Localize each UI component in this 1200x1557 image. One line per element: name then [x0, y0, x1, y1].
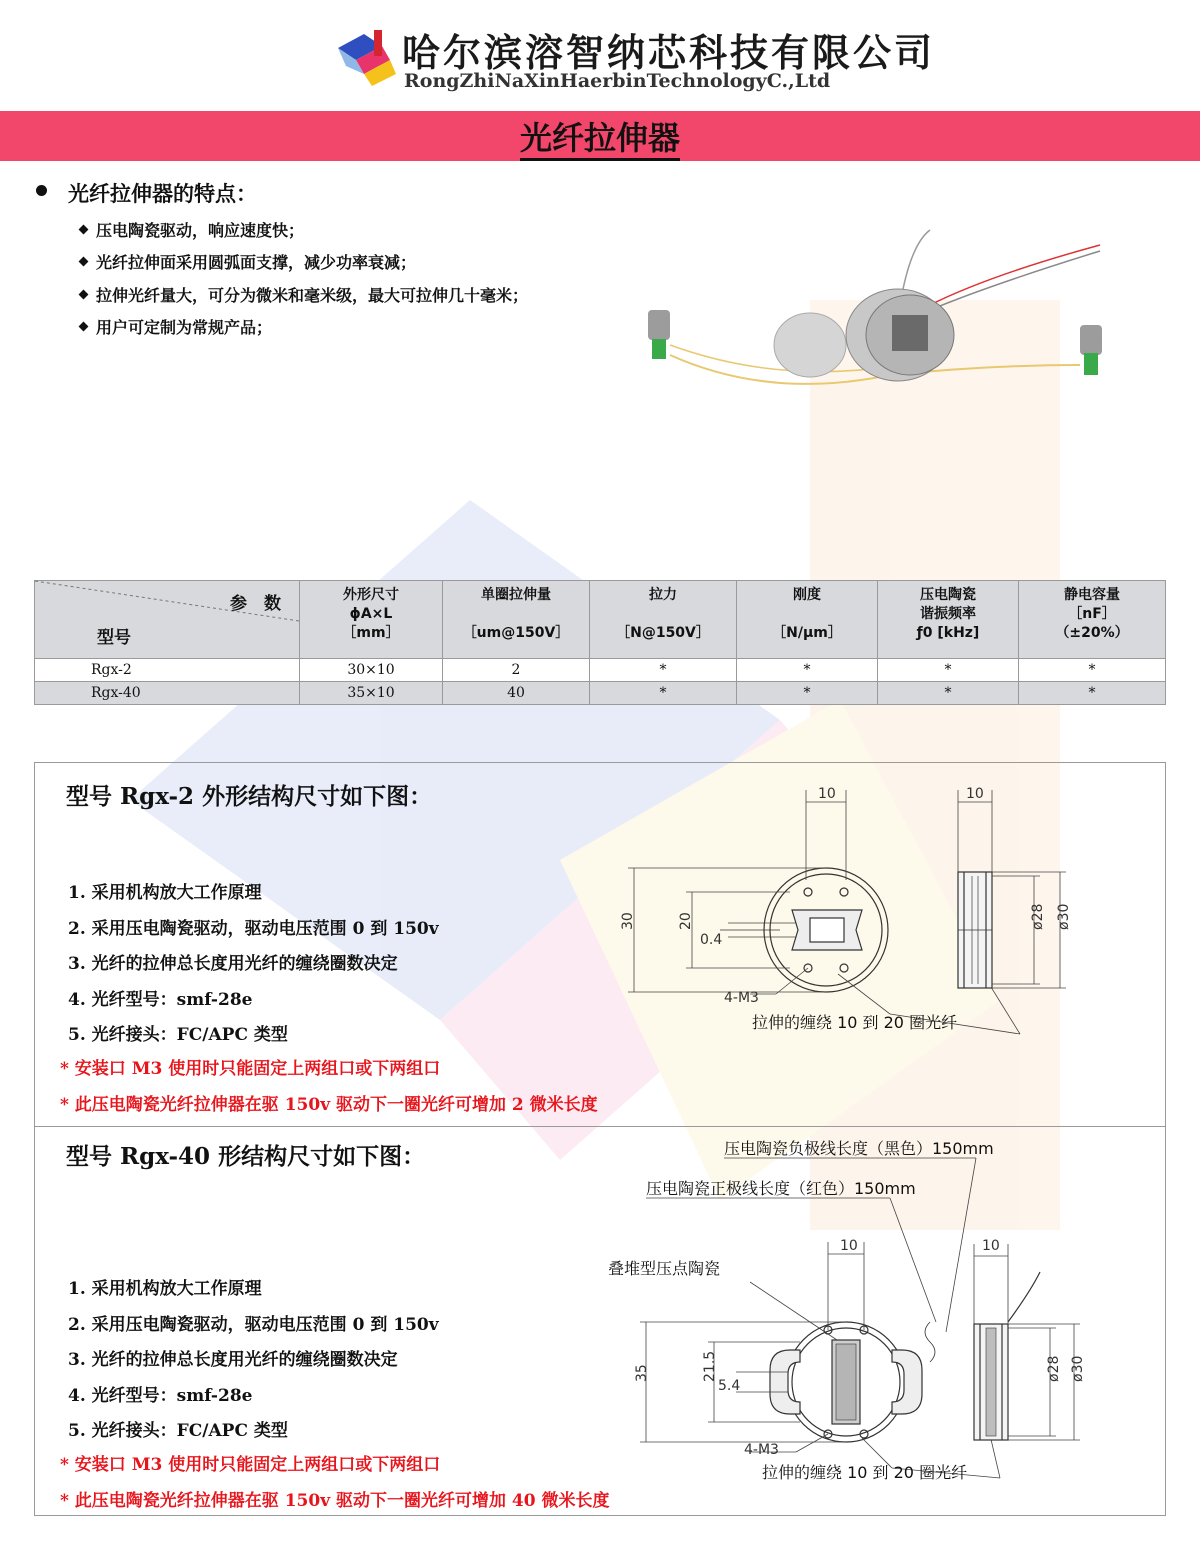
table-cell: 40 [443, 682, 590, 705]
rgx40-dim-d30: ø30 [1070, 1355, 1086, 1382]
rgx40-spec-line: 5. 光纤接头：FC/APC 类型 [68, 1421, 288, 1441]
rgx40-note: * 此压电陶瓷光纤拉伸器在驱 150v 驱动下一圈光纤可增加 40 微米长度 [60, 1491, 610, 1511]
rgx2-drawing [600, 780, 1080, 1040]
table-cell: 2 [443, 659, 590, 682]
table-cell: * [590, 659, 737, 682]
header-cell: 静电容量 ［nF］ （±20%） [1019, 581, 1166, 659]
rgx40-drawing [600, 1132, 1086, 1494]
rgx2-spec-line: 2. 采用压电陶瓷驱动，驱动电压范围 0 到 150v [68, 919, 439, 939]
company-name-en: RongZhiNaXinHaerbinTechnologyC.,Ltd [404, 70, 831, 92]
rgx40-dim-height: 35 [634, 1364, 650, 1382]
table-cell: Rgx-2 [35, 659, 300, 682]
table-cell: * [878, 659, 1019, 682]
product-photo [630, 215, 1110, 415]
rgx40-dim-top-front: 10 [840, 1238, 858, 1254]
rgx2-spec-line: 1. 采用机构放大工作原理 [68, 883, 262, 903]
header-cell: 外形尺寸 ϕA×L ［mm］ [300, 581, 443, 659]
header-cell: 压电陶瓷 谐振频率 ƒ0 [kHz] [878, 581, 1019, 659]
rgx2-dim-height: 30 [620, 912, 636, 930]
rgx2-section-title: 型号 Rgx-2 外形结构尺寸如下图： [66, 783, 433, 810]
rgx2-dim-top-side: 10 [966, 786, 984, 802]
table-cell: * [737, 682, 878, 705]
table-corner-cell [35, 581, 300, 659]
corner-top-label: 参 数 [230, 594, 281, 614]
rgx40-pos-lead-label: 压电陶瓷正极线长度（红色）150mm [646, 1179, 916, 1198]
diamond-bullet-icon [79, 290, 89, 300]
page-title-text: 光纤拉伸器 [520, 119, 680, 161]
rgx40-dim-d28: ø28 [1046, 1355, 1062, 1382]
rgx2-dim-inner: 20 [678, 912, 694, 930]
rgx40-spec-line: 4. 光纤型号：smf-28e [68, 1386, 253, 1406]
rgx2-note: * 安装口 M3 使用时只能固定上两组口或下两组口 [60, 1059, 441, 1079]
table-cell: * [737, 659, 878, 682]
company-logo-icon [334, 26, 400, 88]
feature-item: 用户可定制为常规产品； [80, 315, 272, 338]
spec-table [34, 580, 1166, 705]
table-cell: * [1019, 659, 1166, 682]
table-cell: * [590, 682, 737, 705]
rgx2-dim-top-front: 10 [818, 786, 836, 802]
company-name-cn: 哈尔滨溶智纳芯科技有限公司 [402, 31, 936, 75]
rgx2-spec-line: 3. 光纤的拉伸总长度用光纤的缠绕圈数决定 [68, 954, 398, 974]
rgx40-dim-inner: 21.5 [702, 1350, 718, 1382]
table-row [35, 682, 1166, 705]
rgx2-note: * 此压电陶瓷光纤拉伸器在驱 150v 驱动下一圈光纤可增加 2 微米长度 [60, 1095, 598, 1115]
header-cell: 拉力 ［N@150V］ [590, 581, 737, 659]
rgx40-dim-top-side: 10 [982, 1238, 1000, 1254]
rgx2-mount-label: 4-M3 [724, 990, 759, 1006]
rgx40-mount-label: 4-M3 [744, 1442, 779, 1458]
feature-item: 压电陶瓷驱动，响应速度快； [80, 218, 304, 241]
header-cell: 刚度 ［N/μm］ [737, 581, 878, 659]
rgx40-note: * 安装口 M3 使用时只能固定上两组口或下两组口 [60, 1455, 441, 1475]
table-row [35, 659, 1166, 682]
page-title [0, 113, 1200, 159]
diamond-bullet-icon [79, 225, 89, 235]
table-header-row [35, 581, 1166, 659]
header-cell: 单圈拉伸量 ［um@150V］ [443, 581, 590, 659]
diamond-bullet-icon [79, 322, 89, 332]
feature-item: 拉伸光纤量大，可分为微米和毫米级，最大可拉伸几十毫米； [80, 283, 528, 306]
feature-item: 光纤拉伸面采用圆弧面支撑，减少功率衰减； [80, 250, 416, 273]
features-heading: 光纤拉伸器的特点： [68, 182, 257, 206]
rgx40-spec-line: 3. 光纤的拉伸总长度用光纤的缠绕圈数决定 [68, 1350, 398, 1370]
rgx40-section-title: 型号 Rgx-40 形结构尺寸如下图： [66, 1143, 426, 1170]
rgx40-spec-line: 1. 采用机构放大工作原理 [68, 1279, 262, 1299]
section-divider [34, 1126, 1166, 1127]
rgx40-callout: 拉伸的缠绕 10 到 20 圈光纤 [762, 1463, 968, 1482]
rgx2-dim-d30: ø30 [1056, 903, 1072, 930]
rgx2-dim-d28: ø28 [1030, 903, 1046, 930]
rgx2-spec-line: 5. 光纤接头：FC/APC 类型 [68, 1025, 288, 1045]
rgx40-spec-line: 2. 采用压电陶瓷驱动，驱动电压范围 0 到 150v [68, 1315, 439, 1335]
table-cell: 35×10 [300, 682, 443, 705]
diamond-bullet-icon [79, 257, 89, 267]
rgx40-dim-gap: 5.4 [718, 1378, 741, 1394]
rgx40-neg-lead-label: 压电陶瓷负极线长度（黑色）150mm [724, 1139, 994, 1158]
rgx2-callout: 拉伸的缠绕 10 到 20 圈光纤 [752, 1013, 958, 1032]
table-cell: Rgx-40 [35, 682, 300, 705]
corner-bottom-label: 型号 [97, 628, 131, 648]
bullet-icon [36, 185, 47, 196]
table-cell: * [1019, 682, 1166, 705]
table-cell: 30×10 [300, 659, 443, 682]
table-cell: * [878, 682, 1019, 705]
rgx2-spec-line: 4. 光纤型号：smf-28e [68, 990, 253, 1010]
rgx40-stack-label: 叠堆型压点陶瓷 [608, 1259, 721, 1278]
rgx2-dim-gap: 0.4 [700, 932, 723, 948]
